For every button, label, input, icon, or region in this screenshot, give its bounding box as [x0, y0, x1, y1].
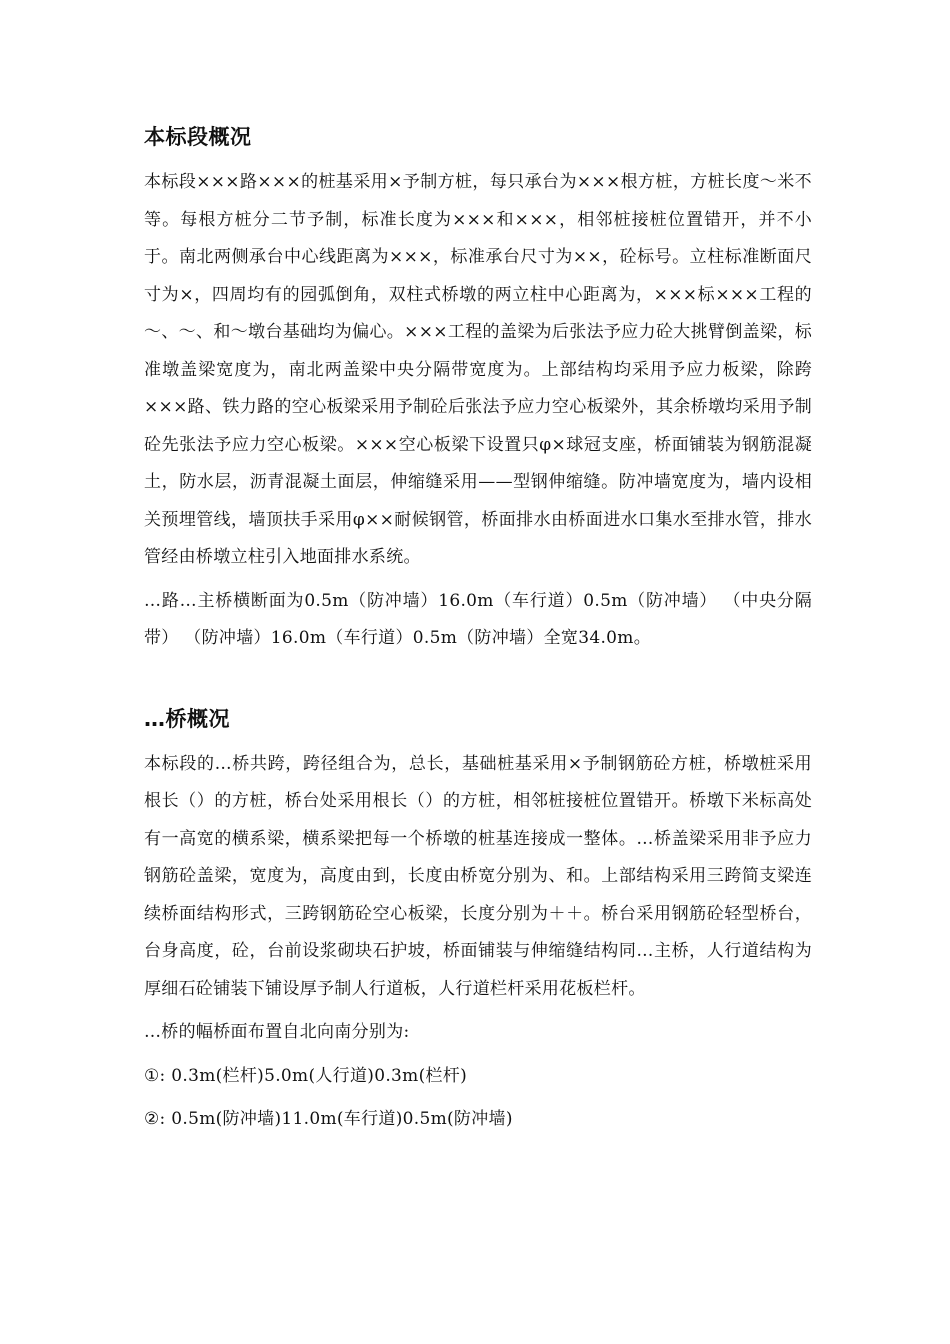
deck-layout-item-1: ①: 0.3m(栏杆)5.0m(人行道)0.3m(栏杆)	[144, 1065, 468, 1086]
overview-paragraph: 本标段×××路×××的桩基采用×予制方桩，每只承台为×××根方桩，方桩长度～米不等。每根方桩分二节予制，标准长度为×××和×××，相邻桩接桩位置错开，并不小于。南北两侧承台中心线距离为×××，标准承台尺寸为××，砼标号。立柱标准断面尺寸为×，四周均有的园弧倒角，双柱式桥墩的两立柱中心距离为，×××标×××工程的～、～、和～墩台基础均为偏心。×××工程的盖梁为后张法予应力砼大挑臂倒盖梁，标准墩盖梁宽度为，南北两盖梁中央分隔带宽度为。上部结构均采用予应力板梁，除跨×××路、铁力路的空心板梁采用予制砼后张法予应力空心板梁外，其余桥墩均采用予制砼先张法予应力空心板梁。×××空心板梁下设置只φ×球冠支座，桥面铺装为钢筋混凝土，防水层，沥青混凝土面层，伸缩缝采用——型钢伸缩缝。防冲墙宽度为，墙内设相关预埋管线，墙顶扶手采用φ××耐候钢管，桥面排水由桥面进水口集水至排水管，排水管经由桥墩立柱引入地面排水系统。	[144, 172, 812, 567]
document-body	[144, 118, 812, 1139]
section-heading-overview: 本标段概况	[144, 125, 252, 149]
deck-layout-intro: …桥的幅桥面布置自北向南分别为:	[144, 1022, 410, 1042]
section-heading-bridge: …桥概况	[144, 706, 230, 731]
bridge-paragraph: 本标段的…桥共跨，跨径组合为，总长，基础桩基采用×予制钢筋砼方桩，桥墩桩采用根长（）的方桩，桥台处采用根长（）的方桩，相邻桩接桩位置错开。桥墩下米标高处有一高宽的横系梁，横系梁把每一个桥墩的桩基连接成一整体。…桥盖梁采用非予应力钢筋砼盖梁，宽度为，高度由到，长度由桥宽分别为、和。上部结构采用三跨简支梁连续桥面结构形式，三跨钢筋砼空心板梁，长度分别为＋＋。桥台采用钢筋砼轻型桥台，台身高度，砼，台前设浆砌块石护坡，桥面铺装与伸缩缝结构同…主桥，人行道结构为厚细石砼铺装下铺设厚予制人行道板，人行道栏杆采用花板栏杆。	[144, 753, 812, 999]
deck-layout-item-2: ②: 0.5m(防冲墙)11.0m(车行道)0.5m(防冲墙)	[144, 1109, 513, 1129]
main-bridge-cross-section-paragraph: …路…主桥横断面为0.5m（防冲墙）16.0m（车行道）0.5m（防冲墙） （中央分隔带） （防冲墙）16.0m（车行道）0.5m（防冲墙）全宽34.0m。	[144, 590, 812, 648]
